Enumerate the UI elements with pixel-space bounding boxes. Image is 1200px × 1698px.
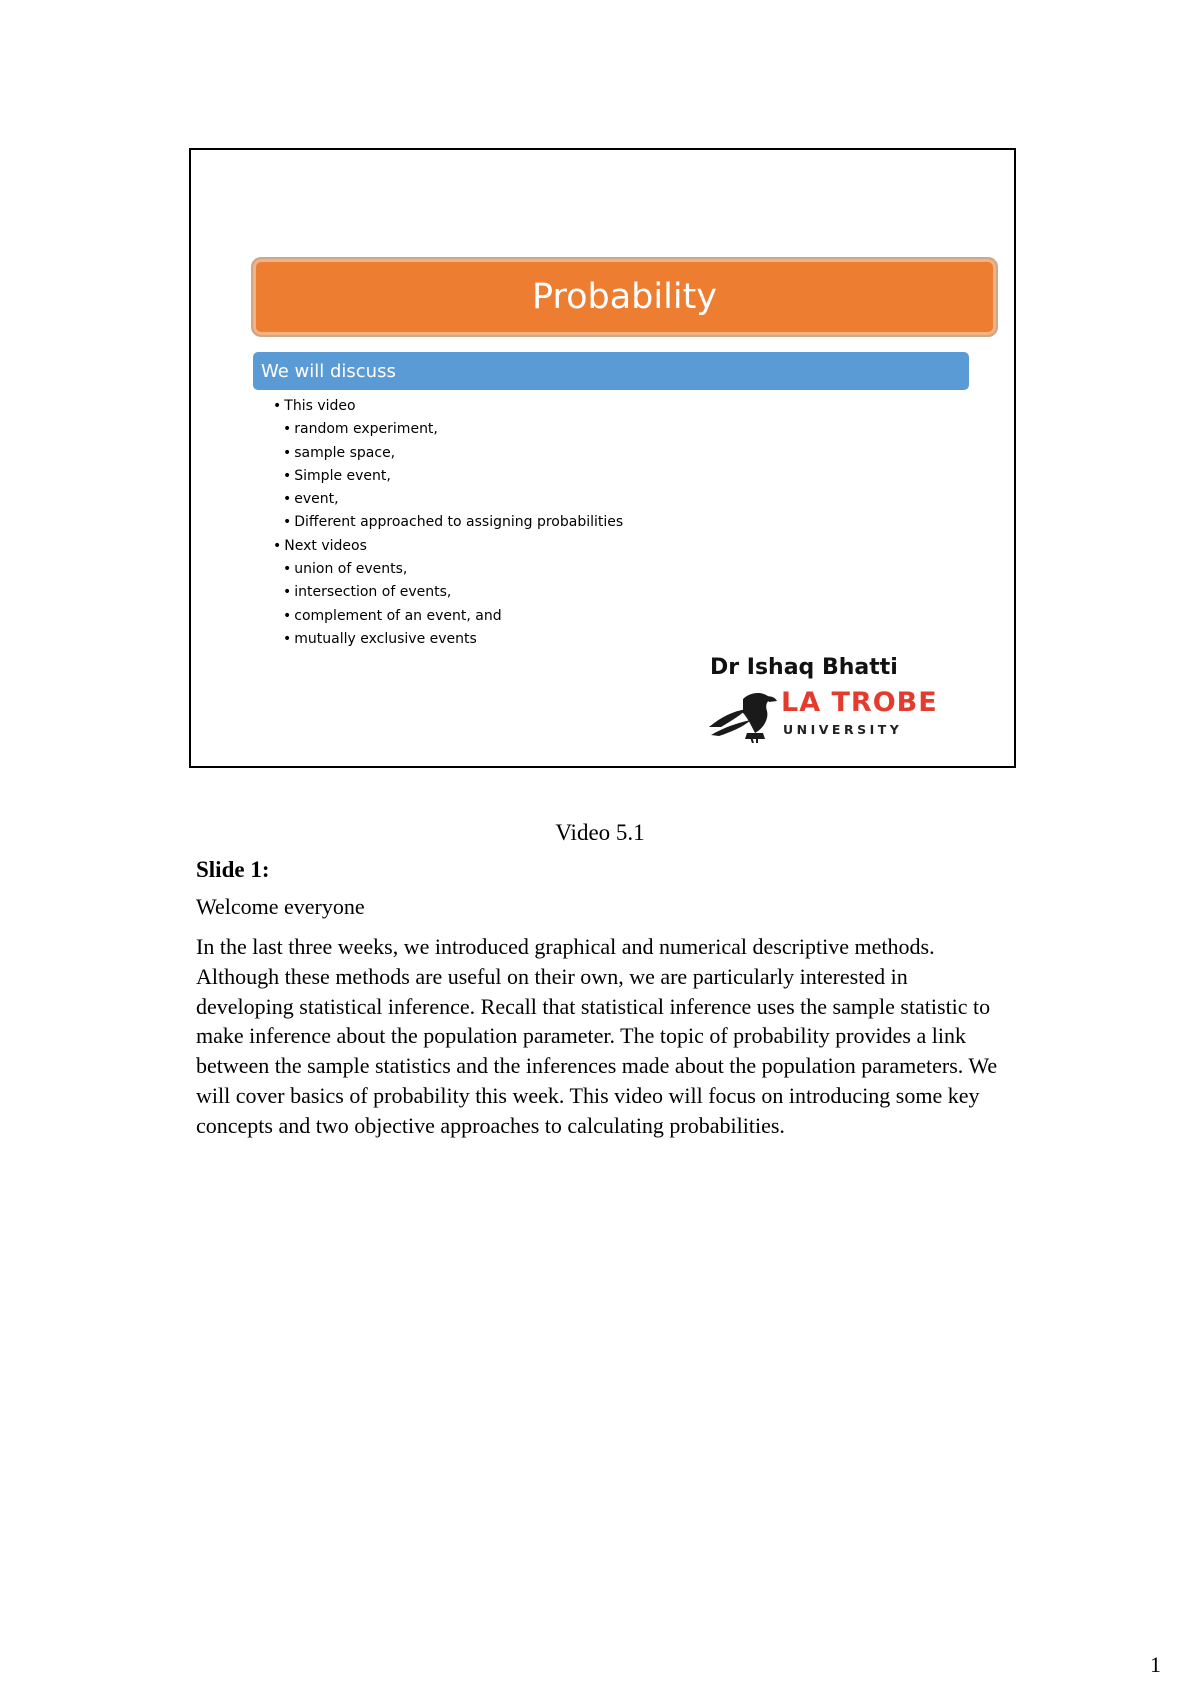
video-title: Video 5.1: [555, 820, 645, 845]
bullet-item: [273, 605, 623, 628]
bullet-item: [273, 511, 623, 534]
bullet-item: [273, 558, 623, 581]
bullet-text: random experiment,: [294, 421, 438, 438]
eagle-logo-icon: [707, 687, 785, 743]
bullet-text: complement of an event, and: [294, 607, 502, 624]
bullet-dot-icon: •: [283, 514, 292, 531]
bullet-item: [273, 442, 623, 465]
bullet-text: union of events,: [294, 561, 408, 578]
slide-label: Slide 1:: [196, 857, 270, 882]
bullet-dot-icon: •: [273, 398, 282, 414]
bullet-dot-icon: •: [283, 607, 292, 624]
author-name: Dr Ishaq Bhatti: [710, 655, 898, 680]
bullet-list: [273, 395, 623, 651]
bullet-dot-icon: •: [273, 537, 282, 554]
bullet-text: This video: [284, 398, 356, 414]
bullet-text: Simple event,: [294, 467, 391, 484]
bullet-dot-icon: •: [283, 630, 292, 647]
bullet-item: [273, 418, 623, 441]
bullet-dot-icon: •: [283, 467, 292, 484]
bullet-text: mutually exclusive events: [294, 630, 477, 647]
bullet-text: Different approached to assigning probabilities: [294, 514, 624, 531]
logo-subtitle: UNIVERSITY: [783, 722, 903, 737]
bullet-item: [273, 581, 623, 604]
welcome-text: Welcome everyone: [196, 894, 365, 919]
page-number: 1: [1150, 1652, 1161, 1677]
slide-title: Probability: [251, 257, 998, 337]
bullet-text: event,: [294, 491, 339, 508]
notes-paragraph: In the last three weeks, we introduced graphical and numerical descriptive methods. Although these methods are useful on their own, we are particularly interested in developing statistical inference. Recall that statistical inference uses the sample statistic to make inference about the population parameter. The topic of probability provides a link between the sample statistics and the inferences made about the population parameters. We will cover basics of probability this week. This video will focus on introducing some key concepts and two objective approaches to calculating probabilities.: [196, 934, 998, 1138]
bullet-text: intersection of events,: [294, 584, 452, 601]
bullet-item: [273, 395, 623, 418]
bullet-item: [273, 535, 623, 558]
bullet-dot-icon: •: [283, 421, 292, 438]
bullet-dot-icon: •: [283, 561, 292, 578]
bullet-dot-icon: •: [283, 491, 292, 508]
bullet-dot-icon: •: [283, 584, 292, 601]
bullet-dot-icon: •: [283, 444, 292, 461]
bullet-item: [273, 628, 623, 651]
section-heading: We will discuss: [253, 352, 969, 390]
bullet-text: sample space,: [294, 444, 396, 461]
bullet-item: [273, 465, 623, 488]
logo-wordmark: LA TROBE: [781, 687, 938, 718]
bullet-item: [273, 488, 623, 511]
bullet-text: Next videos: [284, 537, 367, 554]
slide-thumbnail: [189, 148, 1016, 768]
